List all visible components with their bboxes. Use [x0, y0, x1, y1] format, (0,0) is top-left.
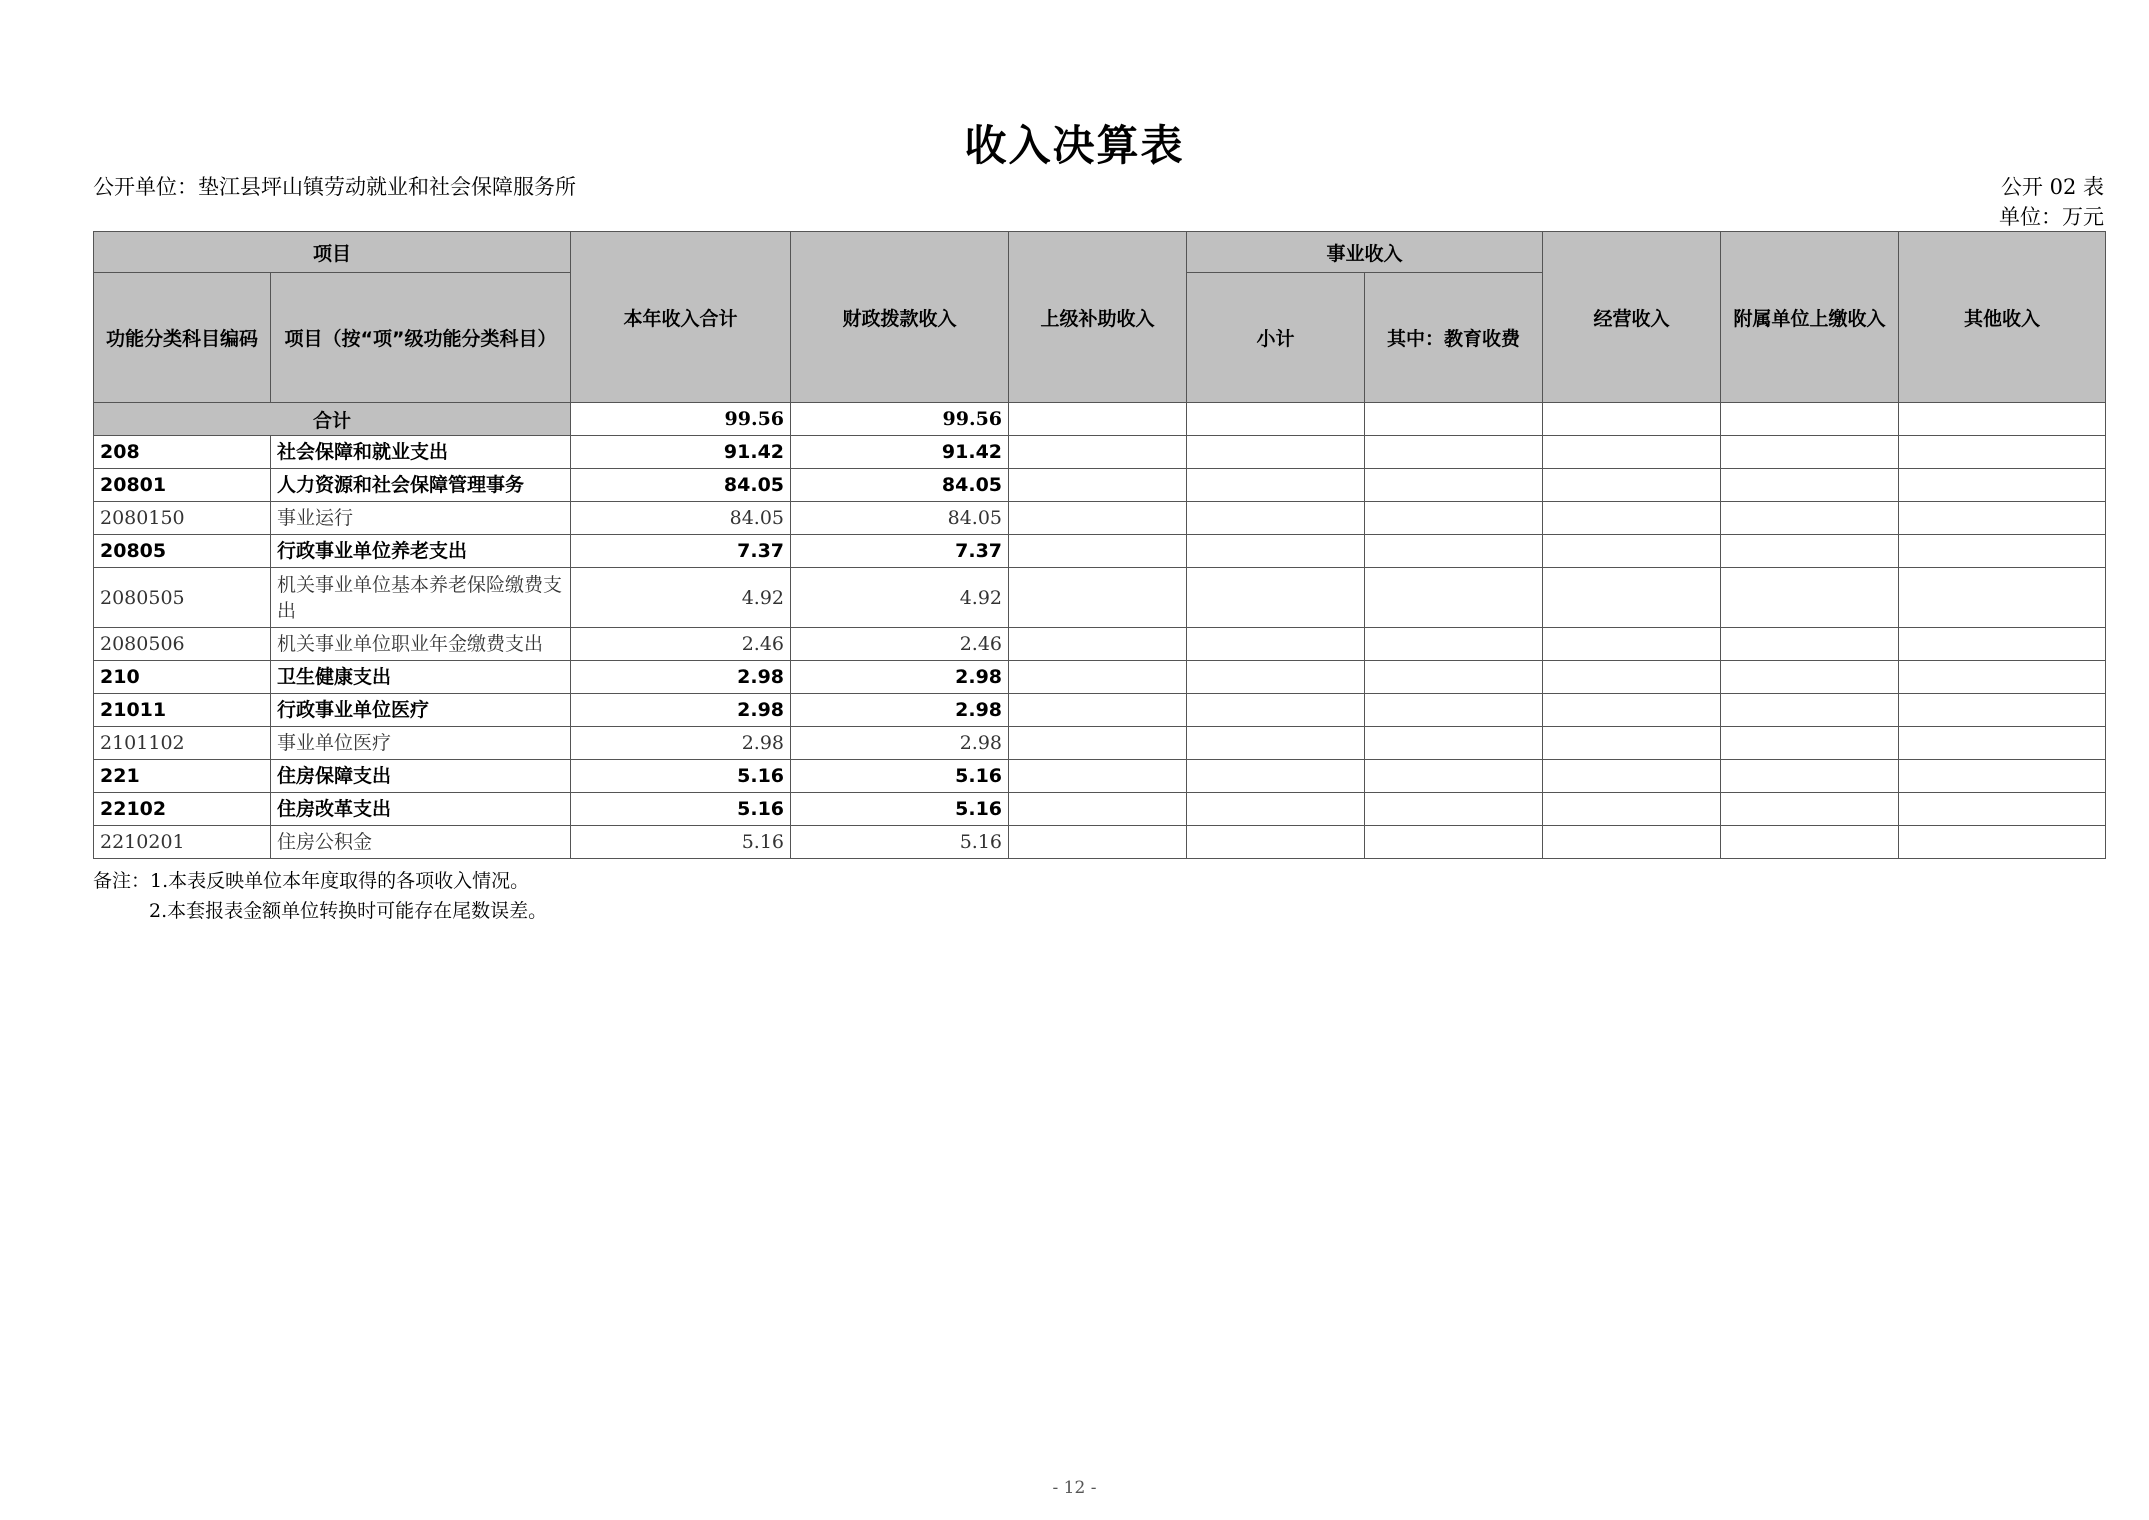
- empty-cell: [1543, 661, 1721, 694]
- row-fiscal: 4.92: [791, 568, 1009, 628]
- table-row: [94, 727, 2106, 760]
- empty-cell: [1187, 628, 1365, 661]
- total-label: 合计: [94, 403, 571, 436]
- empty-cell: [1721, 535, 1899, 568]
- empty-cell: [1187, 568, 1365, 628]
- empty-cell: [1365, 502, 1543, 535]
- empty-cell: [1899, 436, 2106, 469]
- row-name: 住房保障支出: [271, 760, 571, 793]
- table-row: [94, 826, 2106, 859]
- empty-cell: [1365, 694, 1543, 727]
- income-table: [93, 231, 2106, 859]
- row-total: 2.98: [571, 727, 791, 760]
- empty-cell: [1899, 826, 2106, 859]
- empty-cell: [1187, 727, 1365, 760]
- empty-cell: [1543, 793, 1721, 826]
- empty-cell: [1721, 760, 1899, 793]
- table-row: [94, 628, 2106, 661]
- total-row: [94, 403, 2106, 436]
- empty-cell: [1543, 826, 1721, 859]
- empty-cell: [1899, 568, 2106, 628]
- row-fiscal: 5.16: [791, 826, 1009, 859]
- empty-cell: [1187, 661, 1365, 694]
- row-fiscal: 2.98: [791, 727, 1009, 760]
- row-total: 5.16: [571, 793, 791, 826]
- header-career-edu: 其中：教育收费: [1365, 273, 1543, 403]
- empty-cell: [1721, 568, 1899, 628]
- header-business: 经营收入: [1543, 232, 1721, 403]
- empty-cell: [1721, 793, 1899, 826]
- row-code: 20801: [94, 469, 271, 502]
- row-total: 2.98: [571, 661, 791, 694]
- header-total: 本年收入合计: [571, 232, 791, 403]
- empty-cell: [1899, 502, 2106, 535]
- empty-cell: [1009, 568, 1187, 628]
- empty-cell: [1543, 469, 1721, 502]
- empty-cell: [1187, 535, 1365, 568]
- header-project: 项目: [94, 232, 571, 273]
- row-code: 21011: [94, 694, 271, 727]
- row-name: 事业运行: [271, 502, 571, 535]
- row-name: 社会保障和就业支出: [271, 436, 571, 469]
- row-name: 行政事业单位医疗: [271, 694, 571, 727]
- empty-cell: [1543, 436, 1721, 469]
- row-total: 5.16: [571, 826, 791, 859]
- table-row: [94, 502, 2106, 535]
- empty-cell: [1899, 535, 2106, 568]
- empty-cell: [1187, 793, 1365, 826]
- empty-cell: [1009, 502, 1187, 535]
- empty-cell: [1009, 694, 1187, 727]
- empty-cell: [1721, 826, 1899, 859]
- row-name: 住房公积金: [271, 826, 571, 859]
- table-row: [94, 469, 2106, 502]
- empty-cell: [1899, 793, 2106, 826]
- reporting-unit: 公开单位：垫江县坪山镇劳动就业和社会保障服务所: [93, 175, 576, 199]
- row-code: 22102: [94, 793, 271, 826]
- row-name: 事业单位医疗: [271, 727, 571, 760]
- row-total: 84.05: [571, 469, 791, 502]
- notes: [93, 866, 547, 926]
- header-fiscal: 财政拨款收入: [791, 232, 1009, 403]
- empty-cell: [1721, 436, 1899, 469]
- row-fiscal: 2.98: [791, 694, 1009, 727]
- empty-cell: [1899, 760, 2106, 793]
- row-total: 2.46: [571, 628, 791, 661]
- empty-cell: [1543, 694, 1721, 727]
- empty-cell: [1009, 661, 1187, 694]
- row-fiscal: 5.16: [791, 760, 1009, 793]
- empty-cell: [1721, 628, 1899, 661]
- empty-cell: [1187, 469, 1365, 502]
- empty-cell: [1721, 694, 1899, 727]
- empty-cell: [1365, 727, 1543, 760]
- table-row: [94, 760, 2106, 793]
- empty-cell: [1721, 502, 1899, 535]
- row-code: 2210201: [94, 826, 271, 859]
- row-code: 2101102: [94, 727, 271, 760]
- empty-cell: [1187, 502, 1365, 535]
- header-career: 事业收入: [1187, 232, 1543, 273]
- row-name: 行政事业单位养老支出: [271, 535, 571, 568]
- money-unit: 单位：万元: [1999, 205, 2104, 229]
- empty-cell: [1365, 793, 1543, 826]
- table-row: [94, 793, 2106, 826]
- empty-cell: [1543, 727, 1721, 760]
- empty-cell: [1899, 469, 2106, 502]
- empty-cell: [1365, 661, 1543, 694]
- empty-cell: [1899, 727, 2106, 760]
- header-func-name: 项目（按“项”级功能分类科目）: [271, 273, 571, 403]
- empty-cell: [1009, 760, 1187, 793]
- empty-cell: [1899, 661, 2106, 694]
- empty-cell: [1009, 469, 1187, 502]
- empty-cell: [1365, 535, 1543, 568]
- row-fiscal: 2.46: [791, 628, 1009, 661]
- empty-cell: [1543, 535, 1721, 568]
- row-fiscal: 84.05: [791, 502, 1009, 535]
- total-fiscal: 99.56: [791, 403, 1009, 436]
- row-fiscal: 7.37: [791, 535, 1009, 568]
- empty-cell: [1543, 568, 1721, 628]
- empty-cell: [1543, 628, 1721, 661]
- row-name: 住房改革支出: [271, 793, 571, 826]
- row-total: 91.42: [571, 436, 791, 469]
- row-name: 卫生健康支出: [271, 661, 571, 694]
- note-line-1: 备注：1.本表反映单位本年度取得的各项收入情况。: [93, 870, 530, 892]
- page-number: - 12 -: [1052, 1478, 1097, 1498]
- row-fiscal: 2.98: [791, 661, 1009, 694]
- table-row: [94, 661, 2106, 694]
- row-fiscal: 91.42: [791, 436, 1009, 469]
- empty-cell: [1899, 628, 2106, 661]
- empty-cell: [1187, 436, 1365, 469]
- row-code: 210: [94, 661, 271, 694]
- table-row: [94, 694, 2106, 727]
- empty-cell: [1365, 826, 1543, 859]
- table-row: [94, 568, 2106, 628]
- form-number: 公开 02 表: [2000, 175, 2104, 199]
- empty-cell: [1721, 727, 1899, 760]
- empty-cell: [1365, 469, 1543, 502]
- empty-cell: [1543, 502, 1721, 535]
- row-total: 5.16: [571, 760, 791, 793]
- empty-cell: [1365, 436, 1543, 469]
- row-fiscal: 5.16: [791, 793, 1009, 826]
- header-superior: 上级补助收入: [1009, 232, 1187, 403]
- empty-cell: [1721, 661, 1899, 694]
- empty-cell: [1009, 826, 1187, 859]
- row-code: 20805: [94, 535, 271, 568]
- row-total: 84.05: [571, 502, 791, 535]
- row-code: 2080506: [94, 628, 271, 661]
- header-other: 其他收入: [1899, 232, 2106, 403]
- table-row: [94, 535, 2106, 568]
- empty-cell: [1187, 760, 1365, 793]
- empty-cell: [1187, 826, 1365, 859]
- empty-cell: [1365, 628, 1543, 661]
- note-line-2: 2.本套报表金额单位转换时可能存在尾数误差。: [149, 900, 548, 922]
- row-total: 2.98: [571, 694, 791, 727]
- empty-cell: [1365, 760, 1543, 793]
- empty-cell: [1899, 694, 2106, 727]
- row-name: 机关事业单位职业年金缴费支出: [271, 628, 571, 661]
- empty-cell: [1009, 535, 1187, 568]
- row-name: 机关事业单位基本养老保险缴费支出: [271, 568, 571, 628]
- header-affiliated: 附属单位上缴收入: [1721, 232, 1899, 403]
- empty-cell: [1721, 469, 1899, 502]
- table-row: [94, 436, 2106, 469]
- empty-cell: [1543, 760, 1721, 793]
- empty-cell: [1187, 694, 1365, 727]
- empty-cell: [1365, 568, 1543, 628]
- page-title: 收入决算表: [964, 121, 1185, 170]
- row-name: 人力资源和社会保障管理事务: [271, 469, 571, 502]
- header-career-subtotal: 小计: [1187, 273, 1365, 403]
- header-func-code: 功能分类科目编码: [94, 273, 271, 403]
- row-code: 2080505: [94, 568, 271, 628]
- row-code: 2080150: [94, 502, 271, 535]
- empty-cell: [1009, 628, 1187, 661]
- row-total: 7.37: [571, 535, 791, 568]
- row-total: 4.92: [571, 568, 791, 628]
- empty-cell: [1009, 793, 1187, 826]
- empty-cell: [1009, 436, 1187, 469]
- row-code: 221: [94, 760, 271, 793]
- total-amount: 99.56: [571, 403, 791, 436]
- row-code: 208: [94, 436, 271, 469]
- empty-cell: [1009, 727, 1187, 760]
- row-fiscal: 84.05: [791, 469, 1009, 502]
